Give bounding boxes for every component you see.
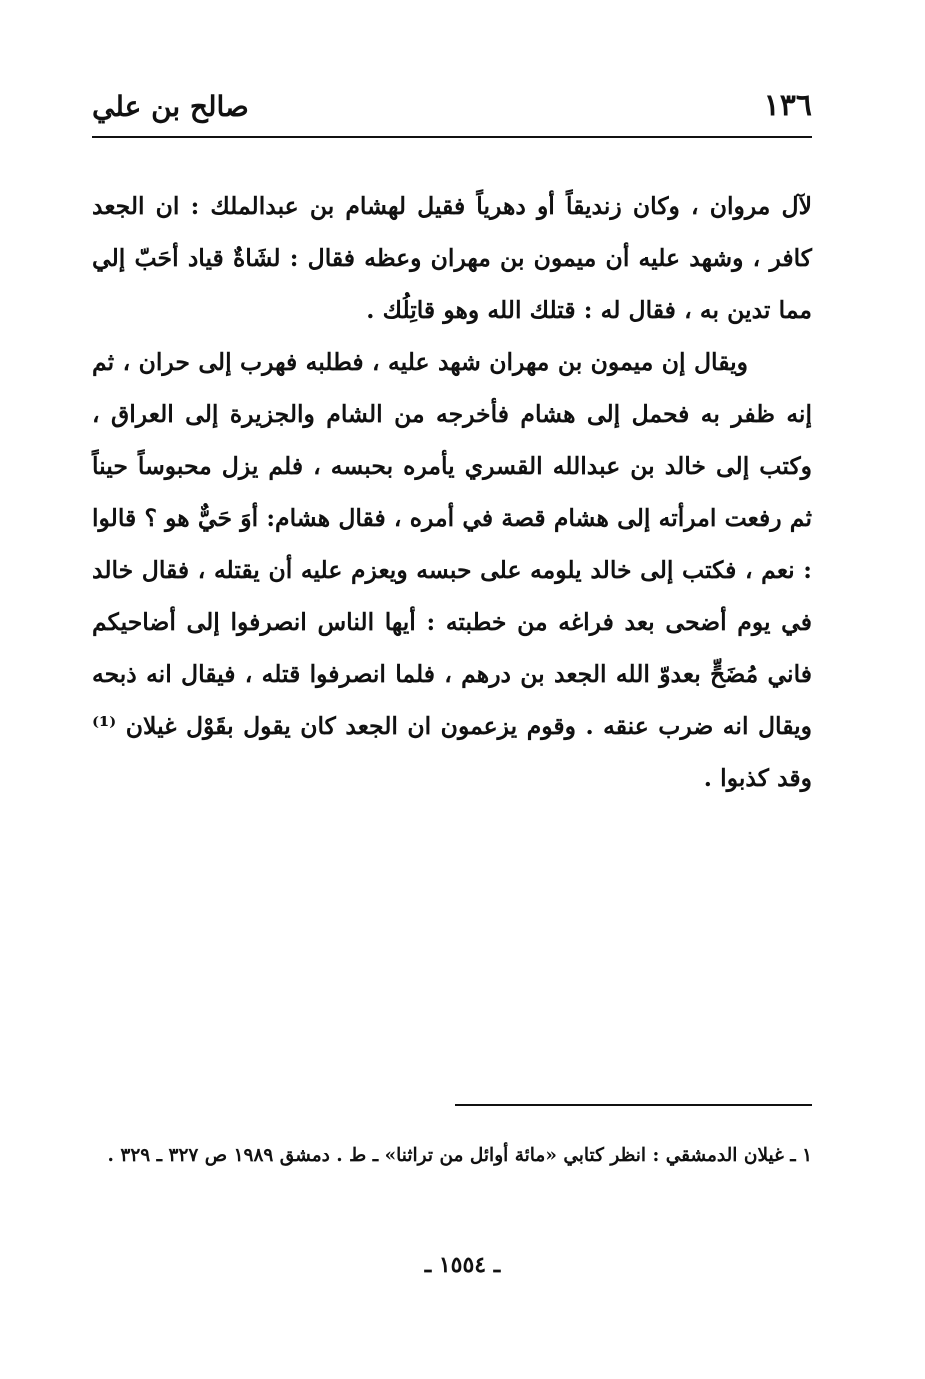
paragraph-1: لآل مروان ، وكان زنديقاً أو دهرياً فقيل لهشام بن عبدالملك : ان الجعد كافر ، وشهد عليه أن ميمون بن مهران وعظه فقال : لشَاةٌ قياد أحَبّ إلي مما تدين به ، فقال له : قتلك الله وهو قاتِلُك . <box>92 192 812 324</box>
footer-page-number: ـ ١٥٥٤ ـ <box>424 1252 501 1278</box>
paragraph-2: ويقال إن ميمون بن مهران شهد عليه ، فطلبه فهرب إلى حران ، ثم إنه ظفر به فحمل إلى هشام فأخرجه من الشام والجزيرة إلى العراق ، وكتب إلى خالد بن عبدالله القسري يأمره بحبسه ، فلم يزل محبوساً حيناً ثم رفعت امرأته إلى هشام قصة في أمره ، فقال هشام: أوَ حَيٌّ هو ؟ قالوا : نعم ، فكتب إلى خالد يلومه على حبسه ويعزم عليه أن يقتله ، فقال خالد في يوم أضحى بعد فراغه من خطبته : أيها الناس انصرفوا إلى أضاحيكم فاني مُضَحٍّ بعدوّ الله الجعد بن درهم ، فلما انصرفوا قتله ، فيقال انه ذبحه ويقال انه ضرب عنقه . وقوم يزعمون ان الجعد كان يقول بقَوْل غيلان ⁽¹⁾ وقد كذبوا . <box>92 348 812 792</box>
footnote-rule <box>455 1104 812 1106</box>
footnote <box>92 1140 812 1172</box>
footnote-1: ١ ـ غيلان الدمشقي : انظر كتابي «مائة أوائل من تراثنا» ـ ط . دمشق ١٩٨٩ ص ٣٢٧ ـ ٣٢٩ . <box>107 1145 812 1166</box>
page-header <box>92 82 812 134</box>
running-title: صالح بن علي <box>92 90 249 123</box>
body-text <box>92 180 812 804</box>
header-rule <box>92 136 812 138</box>
header-page-number: ١٣٦ <box>763 88 812 123</box>
